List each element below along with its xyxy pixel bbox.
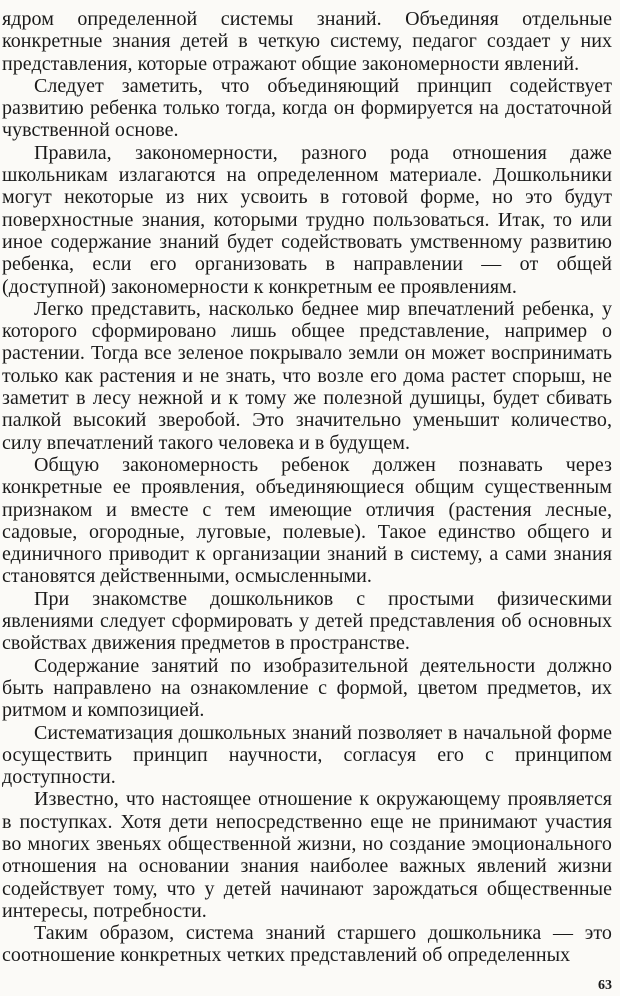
paragraph: Общую закономерность ребенок должен познавать через конкретные ее проявления, объединяющиеся общим существенным признаком и вместе с тем имеющие отличия (растения лесные, садовые, огородные, луговые, полевые). Такое единство общего и единичного приводит к организации знаний в систему, а сами знания становятся действенными, осмысленными. [2,453,612,588]
paragraph: Правила, закономерности, разного рода отношения даже школьникам излагаются на определенном материале. Дошкольники могут некоторые из них усвоить в готовой форме, но это будут поверхностные знания, которыми трудно пользоваться. Итак, то или иное содержание знаний будет содействовать умственному развитию ребенка, если его организовать в направлении — от общей (доступной) закономерности к конкретным ее проявлениям. [2,141,612,298]
paragraph: Содержание занятий по изобразительной деятельности должно быть направлено на ознакомление с формой, цветом предметов, их ритмом и композицией. [2,654,612,722]
body-text [2,8,612,967]
paragraph: Известно, что настоящее отношение к окружающему проявляется в поступках. Хотя дети непосредственно еще не принимают участия во многих звеньях общественной жизни, но создание эмоционального отношения на основании знания наиболее важных явлений жизни содействует тому, что у детей начинают зарождаться общественные интересы, потребности. [2,788,612,922]
paragraph: При знакомстве дошкольников с простыми физическими явлениями следует сформировать у детей представления об основных свойствах движения предметов в пространстве. [2,587,612,655]
page-number: 63 [598,978,612,993]
paragraph: Следует заметить, что объединяющий принцип содействует развитию ребенка только тогда, когда он формируется на достаточной чувственной основе. [2,74,612,142]
paragraph: Легко представить, насколько беднее мир впечатлений ребенка, у которого сформировано лишь общее представление, например о растении. Тогда все зеленое покрывало земли он может воспринимать только как растения и не знать, что возле его дома растет спорыш, не заметит в лесу нежной и к тому же полезной душицы, будет сбивать палкой высокий зверобой. Это значительно уменьшит количество, силу впечатлений такого человека и в будущем. [2,297,612,454]
paragraph: Таким образом, система знаний старшего дошкольника — это соотношение конкретных четких представлений об определенных [2,922,612,967]
paragraph: Систематизация дошкольных знаний позволяет в начальной форме осуществить принцип научности, согласуя его с принципом доступности. [2,721,612,789]
paragraph: ядром определенной системы знаний. Объединяя отдельные конкретные знания детей в четкую систему, педагог создает у них представления, которые отражают общие закономерности явлений. [2,8,612,75]
